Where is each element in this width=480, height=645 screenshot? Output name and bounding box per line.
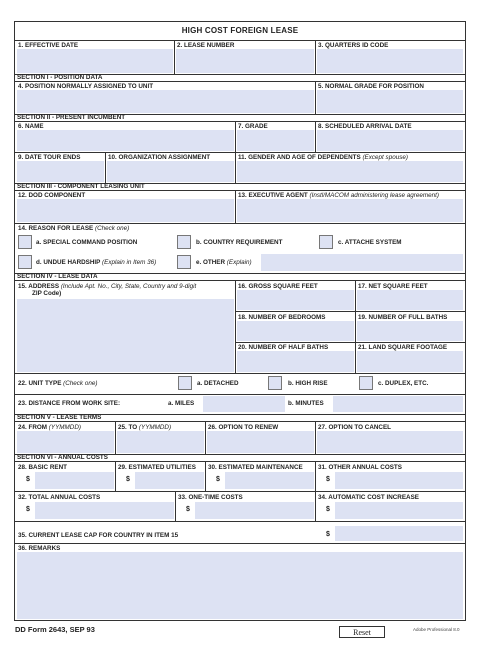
dollar-sign: $	[216, 476, 220, 483]
option-renew-label: 26. OPTION TO RENEW	[208, 424, 279, 431]
minutes-label: b. MINUTES	[288, 400, 324, 407]
dollar-sign: $	[326, 506, 330, 513]
dollar-sign: $	[326, 531, 330, 538]
dod-component-field[interactable]	[17, 199, 234, 222]
total-annual-field[interactable]	[35, 502, 174, 519]
other-reason-explain-field[interactable]	[261, 254, 463, 271]
land-sqft-field[interactable]	[357, 351, 463, 372]
utilities-label: 29. ESTIMATED UTILITIES	[118, 464, 196, 471]
one-time-label: 33. ONE-TIME COSTS	[178, 494, 243, 501]
special-command-label: a. SPECIAL COMMAND POSITION	[36, 239, 138, 246]
arrival-date-field[interactable]	[317, 130, 463, 151]
software-version: Adobe Professional 8.0	[413, 627, 460, 632]
country-requirement-checkbox[interactable]	[177, 235, 191, 249]
to-label: 25. TO (YYMMDD)	[118, 424, 172, 431]
from-date-field[interactable]	[17, 431, 114, 453]
position-field[interactable]	[17, 90, 314, 113]
bedrooms-label: 18. NUMBER OF BEDROOMS	[238, 314, 326, 321]
high-rise-checkbox[interactable]	[268, 376, 282, 390]
address-field[interactable]	[17, 299, 234, 372]
address-label: 15. ADDRESS (Include Apt. No., City, State, Country and 9-digit	[18, 283, 197, 290]
half-baths-field[interactable]	[237, 351, 354, 372]
section-4-header: SECTION IV - LEASE DATA	[17, 273, 98, 280]
attache-system-label: c. ATTACHE SYSTEM	[338, 239, 402, 246]
option-cancel-label: 27. OPTION TO CANCEL	[318, 424, 392, 431]
gross-sqft-label: 16. GROSS SQUARE FEET	[238, 283, 318, 290]
arrival-date-label: 8. SCHEDULED ARRIVAL DATE	[318, 123, 412, 130]
distance-label: 23. DISTANCE FROM WORK SITE:	[18, 400, 121, 407]
basic-rent-field[interactable]	[35, 472, 114, 489]
form-id: DD Form 2643, SEP 93	[15, 625, 95, 634]
normal-grade-field[interactable]	[317, 90, 463, 113]
to-date-field[interactable]	[117, 431, 204, 453]
dollar-sign: $	[26, 476, 30, 483]
effective-date-field[interactable]	[17, 49, 173, 73]
dollar-sign: $	[26, 506, 30, 513]
lease-number-label: 2. LEASE NUMBER	[177, 42, 235, 49]
name-field[interactable]	[17, 130, 234, 151]
quarters-id-field[interactable]	[317, 49, 463, 73]
net-sqft-label: 17. NET SQUARE FEET	[358, 283, 428, 290]
section-2-header: SECTION II - PRESENT INCUMBENT	[17, 114, 126, 121]
maintenance-label: 30. ESTIMATED MAINTENANCE	[208, 464, 303, 471]
miles-field[interactable]	[203, 396, 285, 412]
remarks-field[interactable]	[17, 552, 463, 619]
full-baths-label: 19. NUMBER OF FULL BATHS	[358, 314, 448, 321]
tour-ends-field[interactable]	[17, 161, 104, 182]
org-assignment-field[interactable]	[107, 161, 234, 182]
other-reason-label: e. OTHER (Explain)	[196, 259, 252, 266]
lease-number-field[interactable]	[176, 49, 314, 73]
effective-date-label: 1. EFFECTIVE DATE	[18, 42, 79, 49]
option-renew-field[interactable]	[207, 431, 314, 453]
dollar-sign: $	[326, 476, 330, 483]
duplex-checkbox[interactable]	[359, 376, 373, 390]
utilities-field[interactable]	[135, 472, 204, 489]
net-sqft-field[interactable]	[357, 290, 463, 310]
section-5-header: SECTION V - LEASE TERMS	[17, 414, 102, 421]
dependents-field[interactable]	[237, 161, 463, 182]
other-reason-checkbox[interactable]	[177, 255, 191, 269]
miles-label: a. MILES	[168, 400, 195, 407]
executive-agent-field[interactable]	[237, 199, 463, 222]
lease-cap-field[interactable]	[335, 526, 463, 541]
reset-button[interactable]: Reset	[339, 626, 385, 638]
tour-ends-label: 9. DATE TOUR ENDS	[18, 154, 81, 161]
detached-label: a. DETACHED	[197, 380, 239, 387]
minutes-field[interactable]	[333, 396, 463, 412]
other-costs-label: 31. OTHER ANNUAL COSTS	[318, 464, 402, 471]
grade-label: 7. GRADE	[238, 123, 268, 130]
auto-increase-field[interactable]	[335, 502, 463, 519]
section-6-header: SECTION VI - ANNUAL COSTS	[17, 454, 108, 461]
gross-sqft-field[interactable]	[237, 290, 354, 310]
dollar-sign: $	[186, 506, 190, 513]
form-title: HIGH COST FOREIGN LEASE	[181, 26, 299, 35]
auto-increase-label: 34. AUTOMATIC COST INCREASE	[318, 494, 419, 501]
total-annual-label: 32. TOTAL ANNUAL COSTS	[18, 494, 101, 501]
remarks-label: 36. REMARKS	[18, 545, 61, 552]
bedrooms-field[interactable]	[237, 321, 354, 341]
dependents-label: 11. GENDER AND AGE OF DEPENDENTS (Except spouse)	[238, 154, 408, 161]
name-label: 6. NAME	[18, 123, 44, 130]
other-costs-field[interactable]	[335, 472, 463, 489]
executive-agent-label: 13. EXECUTIVE AGENT (Instl/MACOM administering lease agreement)	[238, 192, 439, 199]
duplex-label: c. DUPLEX, ETC.	[378, 380, 429, 387]
full-baths-field[interactable]	[357, 321, 463, 341]
reason-label: 14. REASON FOR LEASE (Check one)	[18, 225, 130, 232]
half-baths-label: 20. NUMBER OF HALF BATHS	[238, 344, 329, 351]
undue-hardship-checkbox[interactable]	[18, 255, 32, 269]
org-assignment-label: 10. ORGANIZATION ASSIGNMENT	[108, 154, 211, 161]
address-note: ZIP Code)	[32, 290, 62, 297]
normal-grade-label: 5. NORMAL GRADE FOR POSITION	[318, 83, 424, 90]
lease-cap-label: 35. CURRENT LEASE CAP FOR COUNTRY IN ITEM 15	[18, 532, 179, 539]
option-cancel-field[interactable]	[317, 431, 463, 453]
attache-system-checkbox[interactable]	[319, 235, 333, 249]
from-label: 24. FROM (YYMMDD)	[18, 424, 81, 431]
dod-component-label: 12. DOD COMPONENT	[18, 192, 86, 199]
basic-rent-label: 28. BASIC RENT	[18, 464, 67, 471]
one-time-field[interactable]	[195, 502, 314, 519]
grade-field[interactable]	[237, 130, 314, 151]
position-label: 4. POSITION NORMALLY ASSIGNED TO UNIT	[18, 83, 154, 90]
unit-type-label: 22. UNIT TYPE (Check one)	[18, 380, 98, 387]
lease-form	[14, 21, 466, 621]
maintenance-field[interactable]	[225, 472, 314, 489]
country-requirement-label: b. COUNTRY REQUIREMENT	[196, 239, 283, 246]
section-1-header: SECTION I - POSITION DATA	[17, 74, 103, 81]
undue-hardship-label: d. UNDUE HARDSHIP (Explain in Item 36)	[36, 259, 157, 266]
special-command-checkbox[interactable]	[18, 235, 32, 249]
land-sqft-label: 21. LAND SQUARE FOOTAGE	[358, 344, 448, 351]
dollar-sign: $	[126, 476, 130, 483]
high-rise-label: b. HIGH RISE	[288, 380, 328, 387]
detached-checkbox[interactable]	[178, 376, 192, 390]
section-3-header: SECTION III - COMPONENT LEASING UNIT	[17, 183, 145, 190]
quarters-id-label: 3. QUARTERS ID CODE	[318, 42, 389, 49]
